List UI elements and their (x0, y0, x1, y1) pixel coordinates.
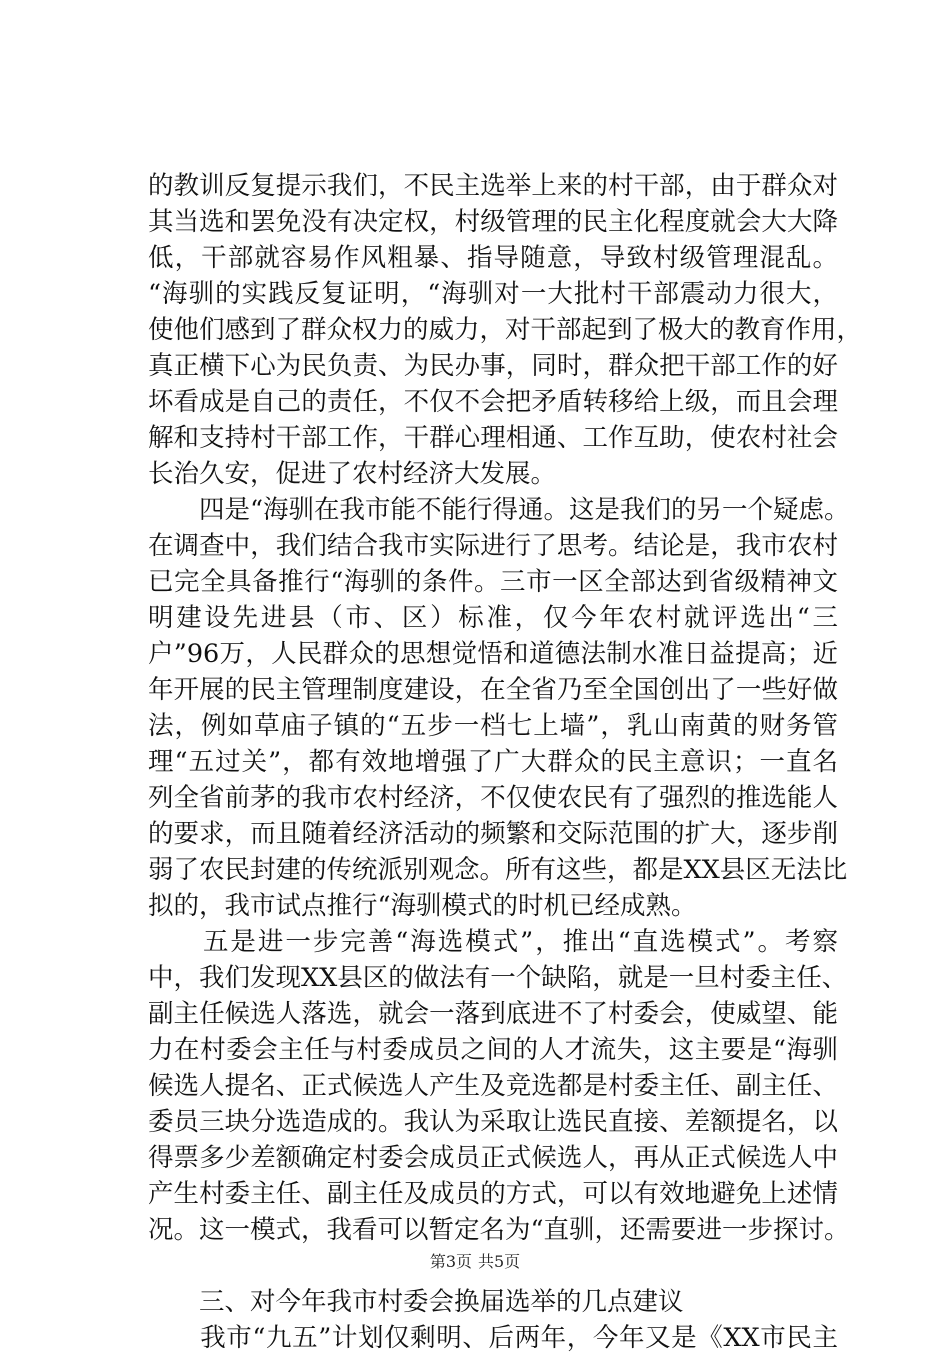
page-number: 第3页 (429, 1252, 472, 1271)
page-total: 共5页 (478, 1252, 521, 1271)
text-line: 低，干部就容易作风粗暴、指导随意，导致村级管理混乱。 (148, 243, 838, 273)
text-line: 候选人提名、正式候选人产生及竞选都是村委主任、副主任、 (148, 1071, 838, 1101)
text-line: 已完全具备推行“海驯的条件。三市一区全部达到省级精神文 (148, 567, 838, 597)
text-line: 法，例如草庙子镇的“五步一档七上墙”，乳山南黄的财务管 (148, 711, 838, 741)
text-line: 弱了农民封建的传统派别观念。所有这些，都是XX县区无法比 (148, 855, 848, 885)
text-line: 委员三块分选造成的。我认为采取让选民直接、差额提名，以 (148, 1107, 838, 1137)
text-line: 四是“海驯在我市能不能行得通。这是我们的另一个疑虑。 (148, 495, 850, 525)
text-line: 长治久安，促进了农村经济大发展。 (148, 459, 557, 489)
text-line: 明建设先进县（市、区）标准，仅今年农村就评选出“三 (148, 603, 838, 633)
section-heading (148, 1284, 838, 1320)
text-line: 使他们感到了群众权力的威力，对干部起到了极大的教育作用， (148, 315, 863, 345)
text-line: 的要求，而且随着经济活动的频繁和交际范围的扩大，逐步削 (148, 819, 838, 849)
text-line: “海驯的实践反复证明，“海驯对一大批村干部震动力很大， (148, 279, 838, 309)
text-line: 产生村委主任、副主任及成员的方式，可以有效地避免上述情 (148, 1179, 838, 1209)
text-line: 三、对今年我市村委会换届选举的几点建议 (148, 1287, 684, 1317)
text-line: 拟的，我市试点推行“海驯模式的时机已经成熟。 (148, 891, 697, 921)
text-line: 中，我们发现XX县区的做法有一个缺陷，就是一旦村委主任、 (148, 963, 848, 993)
text-line: 我市“九五”计划仅剩明、后两年，今年又是《XX市民主 (148, 1323, 838, 1353)
document-body (148, 168, 863, 1356)
paragraph (148, 924, 850, 1248)
paragraph (148, 492, 850, 924)
text-line: 副主任候选人落选，就会一落到底进不了村委会，使威望、能 (148, 999, 838, 1029)
paragraph (148, 168, 863, 492)
text-line: 其当选和罢免没有决定权，村级管理的民主化程度就会大大降 (148, 207, 838, 237)
text-line: 在调查中，我们结合我市实际进行了思考。结论是，我市农村 (148, 531, 838, 561)
text-line: 五是进一步完善“海选模式”，推出“直选模式”。考察 (148, 927, 838, 957)
text-line: 的教训反复提示我们，不民主选举上来的村干部，由于群众对 (148, 171, 838, 201)
text-line: 列全省前茅的我市农村经济，不仅使农民有了强烈的推选能人 (148, 783, 838, 813)
text-line: 坏看成是自己的责任，不仅不会把矛盾转移给上级，而且会理 (148, 387, 838, 417)
page-footer (0, 1252, 950, 1272)
text-line: 理“五过关”，都有效地增强了广大群众的民主意识；一直名 (148, 747, 838, 777)
text-line: 户”96万，人民群众的思想觉悟和道德法制水准日益提高；近 (148, 639, 838, 669)
text-line: 真正横下心为民负责、为民办事，同时，群众把干部工作的好 (148, 351, 838, 381)
text-line: 解和支持村干部工作，干群心理相通、工作互助，使农村社会 (148, 423, 838, 453)
text-line: 得票多少差额确定村委会成员正式候选人，再从正式候选人中 (148, 1143, 838, 1173)
text-line: 况。这一模式，我看可以暂定名为“直驯，还需要进一步探讨。 (148, 1215, 850, 1245)
text-line: 年开展的民主管理制度建设，在全省乃至全国创出了一些好做 (148, 675, 838, 705)
paragraph (148, 1320, 838, 1356)
text-line: 力在村委会主任与村委成员之间的人才流失，这主要是“海驯 (148, 1035, 838, 1065)
